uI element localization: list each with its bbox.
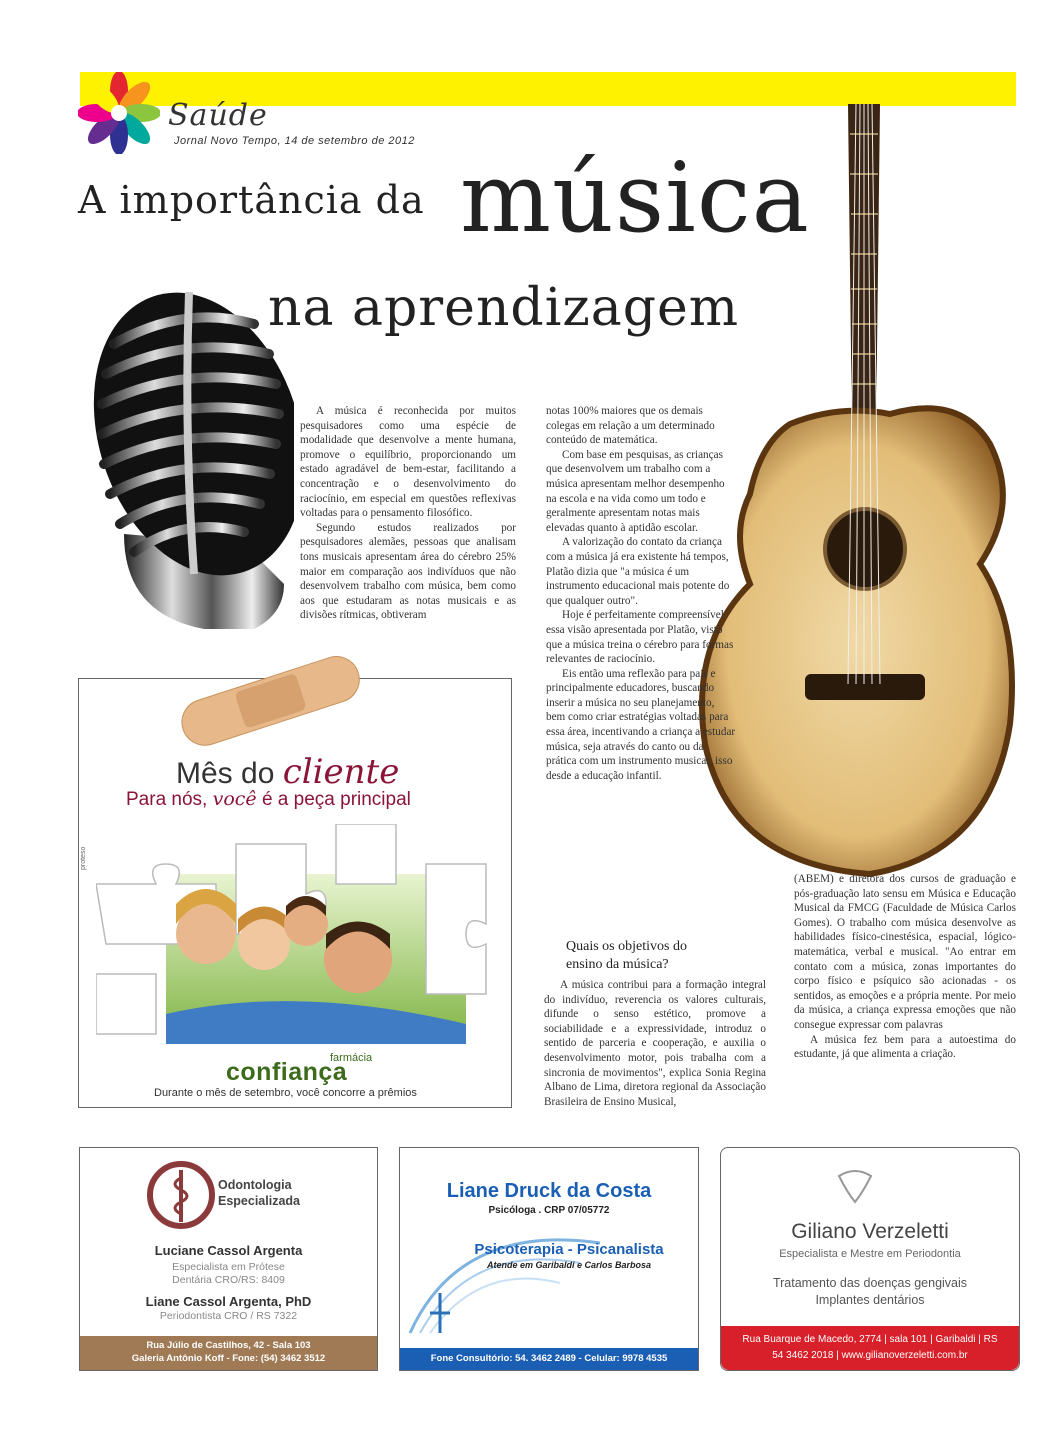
address-line-1: Rua Buarque de Macedo, 2774 | sala 101 | Garibaldi | RS	[742, 1334, 998, 1345]
decorative-swoosh	[400, 1203, 698, 1343]
paragraph: Hoje é perfeitamente compreensível essa visão apresentada por Platão, visto que a música treina o cérebro para formas relevantes de raciocínio.	[546, 609, 734, 666]
paragraph: Com base em pesquisas, as crianças que desenvolvem um trabalho com a música apresentam melhor desempenho na escola e na vida como um todo e geralmente apresentam notas mais elevadas quanto à aptidão escolar.	[546, 448, 725, 534]
ad-footer: Durante o mês de setembro, você concorre a prêmios	[154, 1087, 417, 1099]
brand-name: confiança	[226, 1058, 348, 1086]
bandage-icon	[170, 652, 370, 746]
dentist-name-2: Liane Cassol Argenta, PhD	[145, 1294, 312, 1309]
address-bar	[721, 1326, 1019, 1370]
address-line-2: Galeria Antônio Koff - Fone: (54) 3462 3512	[131, 1353, 326, 1364]
phone-bar	[400, 1348, 698, 1370]
address-line-1: Rua Júlio de Castilhos, 42 - Sala 103	[146, 1340, 311, 1351]
service-location: Atende em Garibaldi e Carlos Barbosa	[486, 1260, 652, 1270]
ad-title: Mês do cliente	[176, 752, 400, 792]
article-column-1	[300, 404, 516, 623]
article-column-4	[794, 872, 1016, 1062]
dentist-title: Especialista e Mestre em Periodontia	[779, 1248, 961, 1260]
address-bar	[80, 1336, 377, 1370]
tooth-logo-icon	[833, 1166, 877, 1206]
headline-line3: na aprendizagem	[268, 278, 740, 338]
headline-line2: música	[460, 142, 810, 254]
caduceus-icon	[146, 1160, 216, 1230]
subheading: Quais os objetivos do ensino da música?	[566, 939, 687, 972]
section-title: Saúde	[168, 98, 268, 133]
guitar-image	[690, 104, 1030, 884]
psicologia-ad[interactable]	[399, 1147, 699, 1371]
paragraph: Eis então uma reflexão para pais e principalmente educadores, buscando inserir a música no seu planejamento, bem como criar estratégias voltadas para essa área, incentivando a criança a estudar música, seja através do canto ou da prática com um instrumento musical, isso desde a educação infantil.	[546, 667, 736, 782]
psychologist-role: Psicóloga . CRP 07/05772	[488, 1205, 610, 1216]
paragraph: notas 100% maiores que os demais colegas em relação a um determinado conteúdo de matemática.	[546, 405, 715, 447]
dentist-role-2: Periodontista CRO / RS 7322	[159, 1310, 298, 1322]
odontologia-ad[interactable]	[79, 1147, 378, 1371]
ad-title-1: Odontologia	[218, 1178, 292, 1192]
dentist-role-1a: Especialista em Prótese	[172, 1261, 285, 1273]
psychologist-name: Liane Druck da Costa	[446, 1180, 652, 1202]
service-line-2: Implantes dentários	[815, 1293, 925, 1307]
ad-credit: proteso	[80, 846, 87, 870]
microphone-image	[84, 284, 294, 634]
paragraph: A música é reconhecida por muitos pesquisadores como uma espécie de modalidade que desenvolve a mente humana, promove o equilíbrio, proporcionando um estado agradável de bem-estar, facilitando a concentração e o desenvolvimento do raciocínio, em especial em questões reflexivas voltadas para o pensamento filosófico.	[300, 405, 516, 520]
dentist-role-1b: Dentária CRO/RS: 8409	[172, 1274, 285, 1286]
ad-title-2: Especializada	[218, 1194, 300, 1208]
paragraph: Segundo estudos realizados por pesquisadores alemães, pessoas que analisam tons musicais apresentam área do cérebro 25% maior em comparação aos indivíduos que não desenvolvem trabalho com música, bem como aos que estudaram as notas musicais e as divisões rítmicas, obtiveram	[300, 521, 516, 622]
dentist-name-1: Luciane Cassol Argenta	[154, 1243, 303, 1258]
service-line-1: Tratamento das doenças gengivais	[772, 1276, 968, 1290]
article-column-2	[546, 404, 736, 783]
paragraph: (ABEM) e diretora dos cursos de graduação e pós-graduação lato sensu em Música e Educação Musical da FMCG (Faculdade de Música Carlos Gomes). O trabalho com música desenvolve as habilidades físico-cinestésica, espacial, lógico-matemática, verbal e musical. "Ao entrar em contato com a música, zonas importantes do corpo físico e psíquico são acionadas - os sentidos, as emoções e a própria mente. Por meio da música, a criança expressa emoções que não consegue expressar com palavras	[794, 873, 1016, 1031]
address-line-2: 54 3462 2018 | www.gilianoverzeletti.com.br	[772, 1350, 968, 1361]
paragraph: A música fez bem para a autoestima do estudante, já que alimenta a criação.	[794, 1033, 1016, 1061]
dateline: Jornal Novo Tempo, 14 de setembro de 2012	[174, 135, 415, 147]
periodontia-ad[interactable]	[720, 1147, 1020, 1371]
paragraph: A valorização do contato da criança com a música já era existente há tempos, Platão dizia que "a música é um instrumento educacional mais potente do que qualquer outro".	[546, 536, 730, 607]
headline-line1: A importância da	[78, 178, 425, 222]
article-column-3	[544, 978, 766, 1109]
puzzle-family-image	[96, 824, 496, 1076]
brand-subtitle: farmácia	[330, 1052, 373, 1064]
service-line: Psicoterapia - Psicanalista	[474, 1241, 664, 1258]
phone-numbers: Fone Consultório: 54. 3462 2489 - Celular: 9978 4535	[430, 1353, 668, 1364]
ad-tagline: Para nós, você é a peça principal	[126, 788, 411, 810]
dentist-name: Giliano Verzeletti	[791, 1220, 949, 1243]
flower-logo-icon	[78, 72, 160, 154]
paragraph: A música contribui para a formação integral do indivíduo, reverencia os valores culturais, difunde o senso estético, promove a sociabilidade e a expressividade, introduz o sentido de parceria e cooperação, e auxilia o desenvolvimento motor, pois trabalha com a sincronia de movimentos", explica Sonia Regina Albano de Lima, diretora regional da Associação Brasileira de Ensino Musical,	[544, 979, 766, 1108]
